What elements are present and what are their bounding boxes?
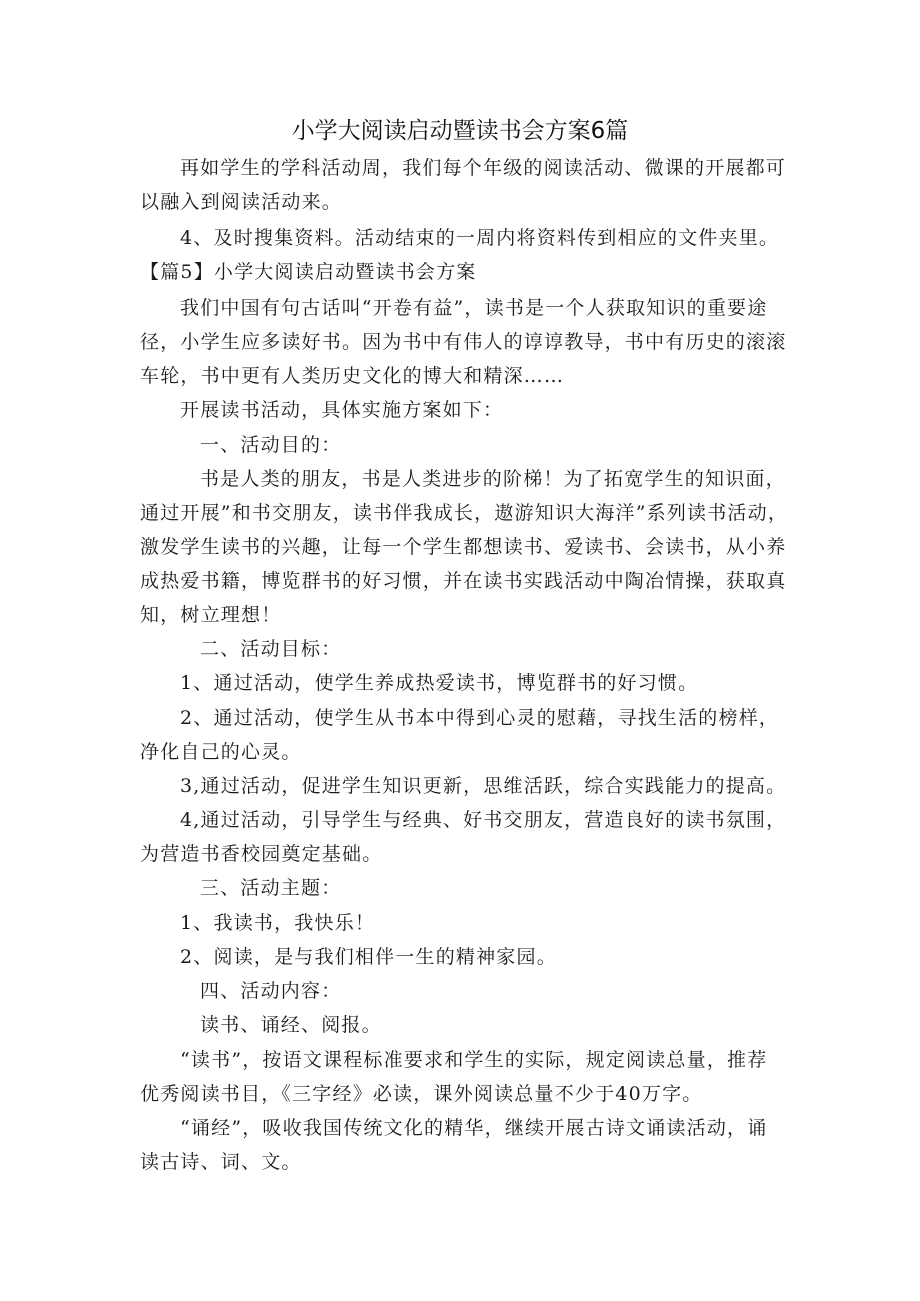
paragraph-line: 4、及时搜集资料。活动结束的一周内将资料传到相应的文件夹里。 — [180, 227, 780, 249]
list-item: 4,通过活动，引导学生与经典、好书交朋友，营造良好的读书氛围， — [180, 809, 787, 831]
paragraph-line: 净化自己的心灵。 — [140, 741, 302, 763]
paragraph-line: 为营造书香校园奠定基础。 — [140, 843, 383, 865]
paragraph-line: 读古诗、词、文。 — [140, 1151, 302, 1173]
paragraph-line: 成热爱书籍，博览群书的好习惯，并在读书实践活动中陶冶情操，获取真 — [140, 570, 787, 592]
paragraph-line: 优秀阅读书目，《三字经》必读，课外阅读总量不少于40万字。 — [140, 1083, 703, 1105]
paragraph-line: 激发学生读书的兴趣，让每一个学生都想读书、爱读书、会读书，从小养 — [140, 536, 787, 558]
document-title: 小学大阅读启动暨读书会方案6篇 — [291, 118, 629, 144]
paragraph-line: 再如学生的学科活动周，我们每个年级的阅读活动、微课的开展都可 — [180, 157, 787, 179]
subsection-heading: 一、活动目的： — [200, 434, 342, 456]
subsection-heading: 四、活动内容： — [200, 980, 342, 1002]
paragraph-line: 通过开展”和书交朋友，读书伴我成长，遨游知识大海洋”系列读书活动， — [140, 502, 789, 524]
paragraph-line: 书是人类的朋友，书是人类进步的阶梯！为了拓宽学生的知识面， — [200, 468, 786, 490]
section-heading: 【篇5】小学大阅读启动暨读书会方案 — [140, 261, 477, 283]
subsection-heading: 二、活动目标： — [200, 638, 342, 660]
list-item: 2、通过活动，使学生从书本中得到心灵的慰藉，寻找生活的榜样， — [180, 707, 780, 729]
list-item: 2、阅读，是与我们相伴一生的精神家园。 — [180, 946, 557, 968]
paragraph-line: 知，树立理想！ — [140, 604, 282, 626]
paragraph-line: 我们中国有句古话叫“开卷有益”，读书是一个人获取知识的重要途 — [180, 297, 768, 319]
paragraph-line: 以融入到阅读活动来。 — [140, 191, 343, 213]
paragraph-line: 开展读书活动，具体实施方案如下： — [180, 399, 504, 421]
paragraph-line: “诵经”，吸收我国传统文化的精华，继续开展古诗文诵读活动，诵 — [180, 1117, 768, 1139]
paragraph-line: 车轮，书中更有人类历史文化的博大和精深…… — [140, 365, 565, 387]
paragraph-line: 径，小学生应多读好书。因为书中有伟人的谆谆教导，书中有历史的滚滚 — [140, 331, 787, 353]
list-item: 1、通过活动，使学生养成热爱读书，博览群书的好习惯。 — [180, 672, 699, 694]
list-item: 1、我读书，我快乐！ — [180, 912, 376, 934]
list-item: 3,通过活动，促进学生知识更新，思维活跃，综合实践能力的提高。 — [180, 775, 787, 797]
paragraph-line: 读书、诵经、阅报。 — [200, 1014, 382, 1036]
paragraph-line: “读书”，按语文课程标准要求和学生的实际，规定阅读总量，推荐 — [180, 1049, 768, 1071]
subsection-heading: 三、活动主题： — [200, 877, 342, 899]
